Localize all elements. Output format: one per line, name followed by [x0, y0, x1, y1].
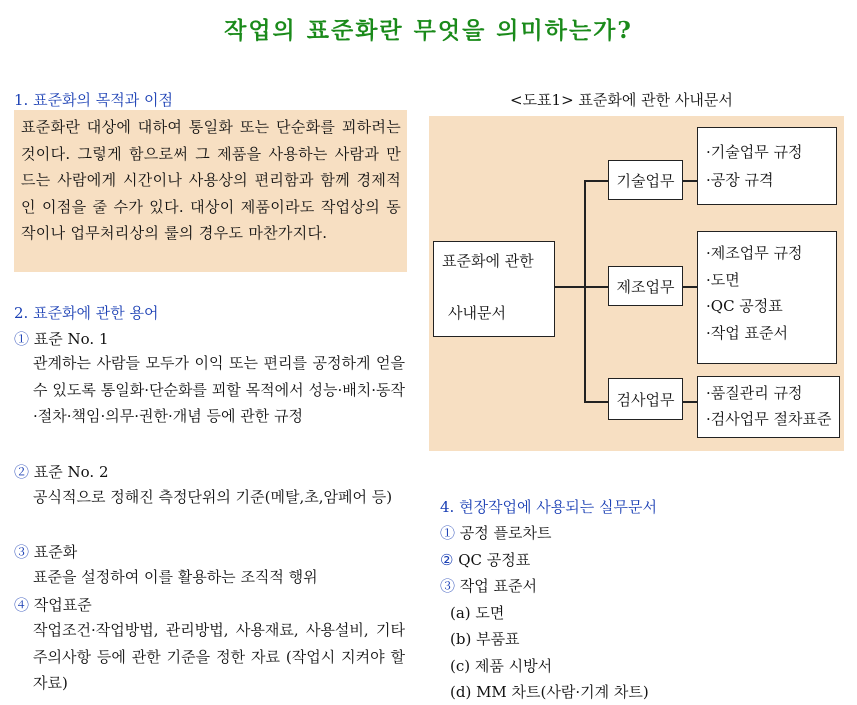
branch-box-2: 제조업무: [608, 266, 683, 306]
org-chart: [429, 116, 844, 451]
chart-root-line1: 표준화에 관한: [442, 252, 534, 270]
branch-box-3: 검사업무: [608, 378, 683, 420]
section1-heading: 1. 표준화의 목적과 이점: [14, 91, 174, 109]
connector-docs-2: [683, 286, 697, 288]
connector-branch-3: [584, 401, 608, 403]
term-item-3-head: [14, 541, 77, 562]
doc-item-2: [440, 549, 530, 570]
doc-item-3-label: 작업 표준서: [459, 577, 538, 595]
docs-1-item-2: ·공장 규격: [706, 171, 774, 189]
term-item-3-term: 표준화: [33, 543, 78, 561]
doc-item-3: [440, 575, 537, 596]
term-item-4-desc: 작업조건·작업방법, 관리방법, 사용재료, 사용설비, 기타 주의사항 등에 관한 기준을 정한 자료 (작업시 지켜야 할 자료): [33, 621, 405, 692]
term-item-4-head: [14, 594, 92, 615]
docs-box-1: [697, 127, 837, 205]
docs-2-item-1: ·제조업무 규정: [706, 244, 803, 262]
docs-1-item-1: ·기술업무 규정: [706, 143, 803, 161]
branch-box-1: 기술업무: [608, 160, 683, 200]
docs-box-3: [697, 376, 840, 438]
term-item-2-head: [14, 461, 109, 482]
page-title: 작업의 표준화란 무엇을 의미하는가?: [224, 17, 633, 44]
docs-3-item-1: ·품질관리 규정: [706, 384, 803, 402]
term-item-2-desc: 공식적으로 정해진 측정단위의 기준(메탈,초,암페어 등): [33, 488, 393, 506]
connector-root: [555, 286, 585, 288]
term-item-4-num: ④: [14, 596, 30, 614]
term-item-2-num: ②: [14, 463, 30, 481]
term-item-1-head: [14, 328, 109, 349]
docs-2-item-2: ·도면: [706, 271, 740, 289]
term-item-1-term: 표준 No. 1: [33, 330, 109, 348]
term-item-3-num: ③: [14, 543, 30, 561]
term-item-4-term: 작업표준: [33, 596, 92, 614]
chart-caption: <도표1> 표준화에 관한 사내문서: [510, 91, 733, 109]
connector-branch-2: [584, 286, 608, 288]
term-item-3-desc: 표준을 설정하여 이를 활용하는 조직적 행위: [33, 568, 318, 586]
connector-docs-1: [683, 180, 697, 182]
doc-item-2-num: ②: [440, 551, 454, 569]
doc-subitem-b: (b) 부품표: [450, 630, 520, 648]
docs-box-2: [697, 231, 837, 364]
doc-item-1-label: 공정 플로차트: [459, 524, 552, 542]
doc-item-1: [440, 522, 552, 543]
doc-subitem-a: (a) 도면: [450, 604, 505, 622]
section2-heading: 2. 표준화에 관한 용어: [14, 304, 159, 322]
doc-item-1-num: ①: [440, 524, 456, 542]
doc-item-2-label: QC 공정표: [458, 551, 531, 569]
section4-heading: 4. 현장작업에 사용되는 실무문서: [440, 498, 657, 516]
chart-root-box: [433, 241, 555, 337]
section1-paragraph: 표준화란 대상에 대하여 통일화 또는 단순화를 꾀하려는 것이다. 그렇게 함으로써 그 제품을 사용하는 사람과 만드는 사람에게 시간이나 사용상의 편리함과 함께 경제적인 이점을 줄 수가 있다. 대상이 제품이라도 작업상의 동작이나 업무처리상의 룰의 경우도 마찬가지다.: [14, 110, 407, 272]
doc-subitem-d: (d) MM 차트(사람·기계 차트): [450, 683, 649, 701]
term-item-2-term: 표준 No. 2: [33, 463, 109, 481]
chart-root-line2: 사내문서: [448, 304, 506, 322]
connector-docs-3: [683, 401, 697, 403]
doc-item-3-num: ③: [440, 577, 456, 595]
docs-2-item-4: ·작업 표준서: [706, 324, 788, 342]
docs-3-item-2: ·검사업무 절차표준: [706, 410, 832, 428]
doc-subitem-c: (c) 제품 시방서: [450, 657, 553, 675]
term-item-1-desc: 관계하는 사람들 모두가 이익 또는 편리를 공정하게 얻을 수 있도록 통일화·단순화를 꾀할 목적에서 성능·배치·동작·절차·책임·의무·권한·개념 등에 관한 규정: [33, 354, 405, 425]
connector-trunk: [584, 180, 586, 402]
docs-2-item-3: ·QC 공정표: [706, 297, 783, 315]
term-item-1-num: ①: [14, 330, 30, 348]
connector-branch-1: [584, 180, 608, 182]
